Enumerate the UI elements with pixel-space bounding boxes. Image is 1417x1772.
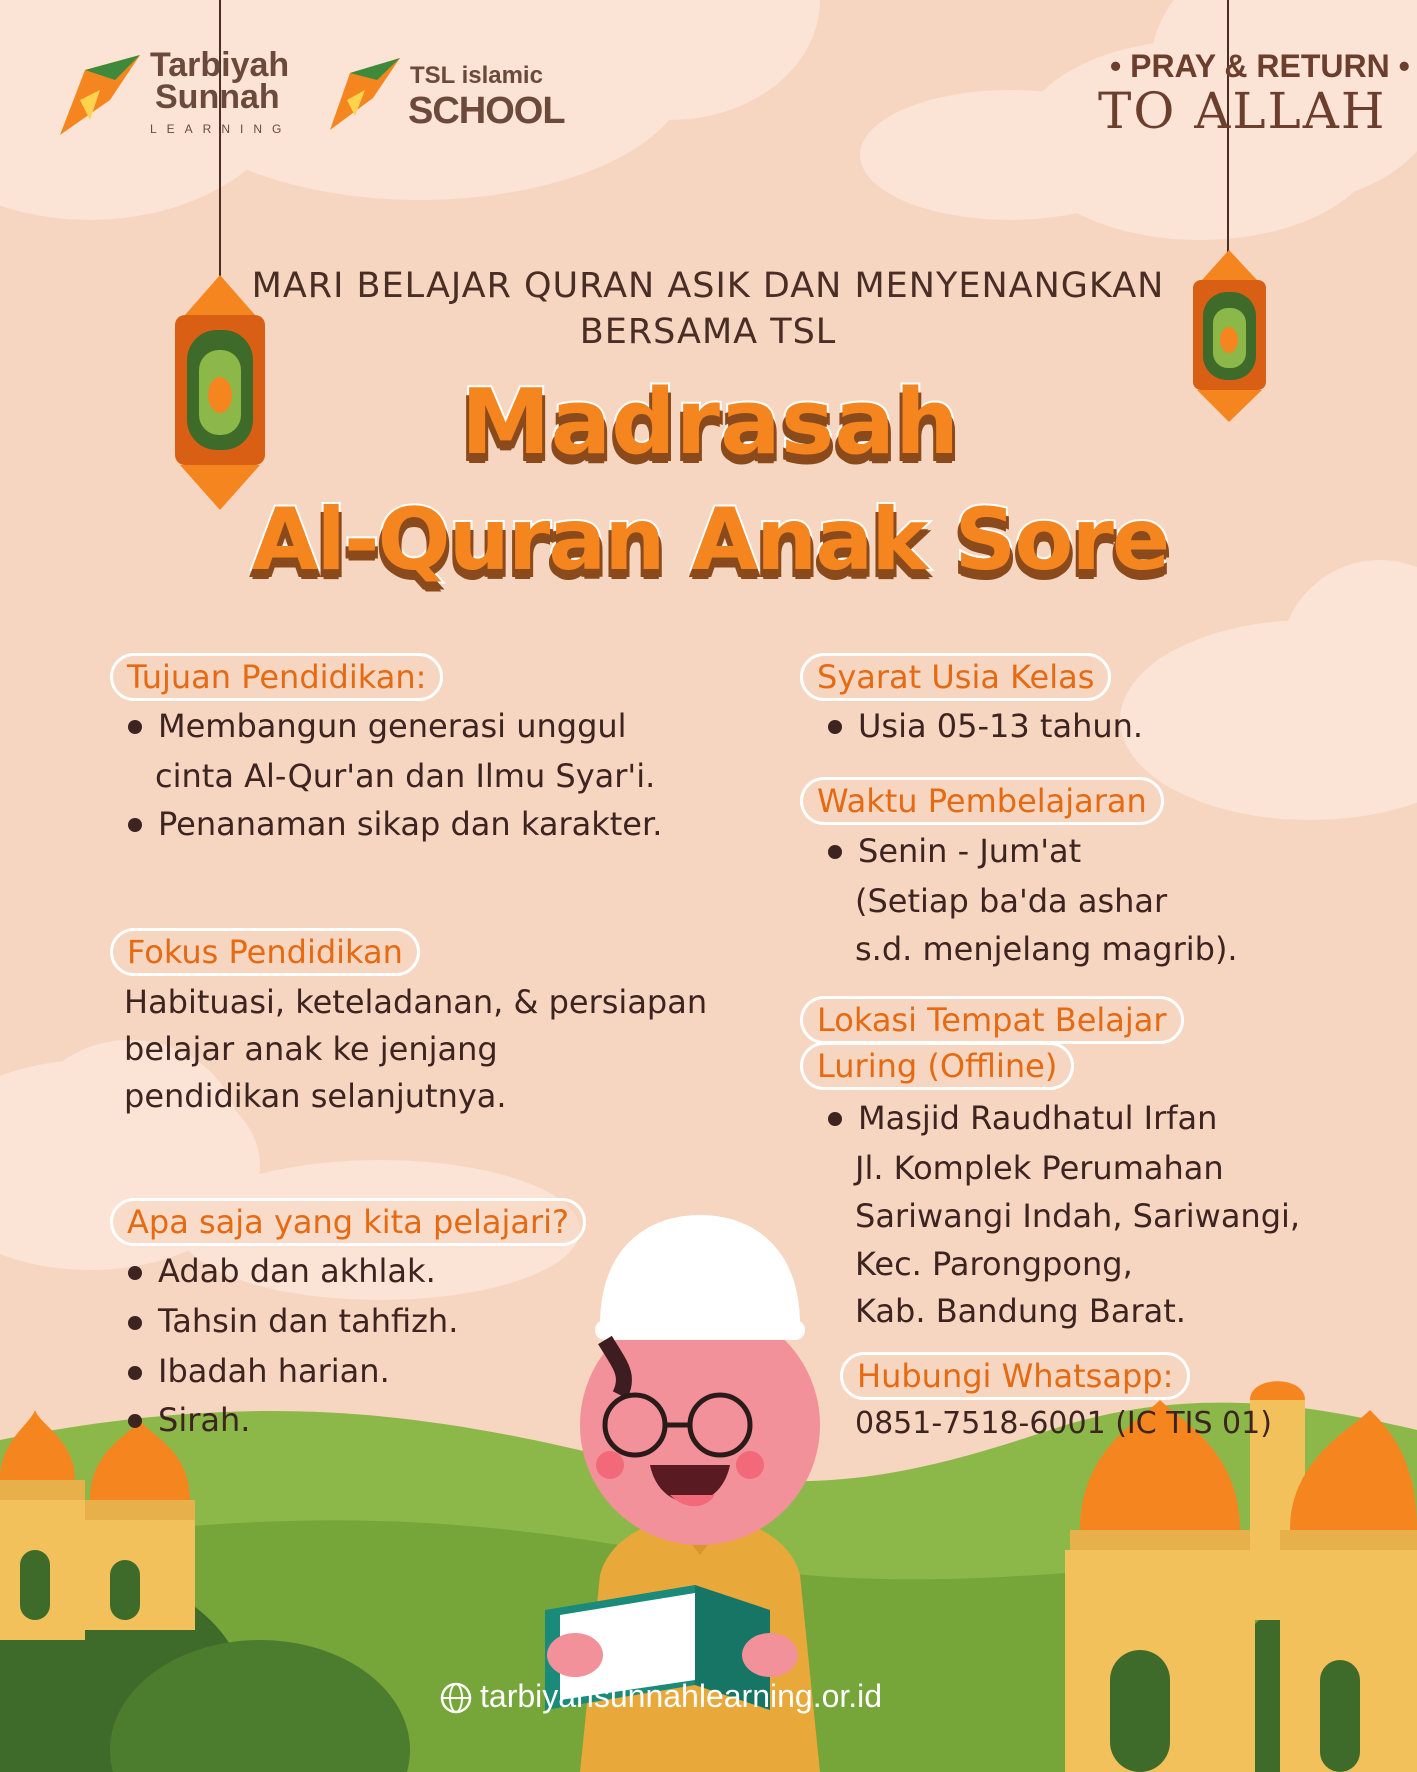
mosque-left (0, 1410, 220, 1640)
pelajari-item: Adab dan akhlak. (158, 1252, 436, 1290)
slogan-line2: TO ALLAH (1098, 82, 1387, 140)
waktu-line3: s.d. menjelang magrib). (855, 930, 1238, 968)
fokus-line2: belajar anak ke jenjang (124, 1030, 498, 1068)
bullet (128, 1414, 142, 1428)
lokasi-line2: Jl. Komplek Perumahan (855, 1149, 1224, 1187)
bullet (128, 720, 142, 734)
tsl-logo-line2: Sunnah (155, 78, 280, 116)
fokus-line1: Habituasi, keteladanan, & persiapan (124, 983, 708, 1021)
lokasi-heading-line1: Lokasi Tempat Belajar (800, 996, 1184, 1044)
tsl-logo-line1: Tarbiyah (150, 46, 290, 84)
website-link[interactable]: tarbiyahsunnahlearning.or.id (480, 1678, 883, 1714)
waktu-heading: Waktu Pembelajaran (800, 777, 1164, 825)
lokasi-heading-line2: Luring (Offline) (800, 1042, 1074, 1090)
slogan-line1: • PRAY & RETURN • (1110, 48, 1410, 84)
waktu-line2: (Setiap ba'da ashar (855, 882, 1168, 920)
bullet (828, 1112, 842, 1126)
fokus-line3: pendidikan selanjutnya. (124, 1077, 507, 1115)
kontak-heading: Hubungi Whatsapp: (840, 1352, 1190, 1400)
waktu-line1: Senin - Jum'at (858, 832, 1082, 870)
tagline-line2: BERSAMA TSL (579, 312, 837, 352)
usia-heading: Syarat Usia Kelas (800, 653, 1111, 701)
tsl-logo-line3: LEARNING (150, 122, 292, 136)
school-logo-line1: TSL islamic (410, 62, 543, 89)
tujuan-item2: Penanaman sikap dan karakter. (158, 805, 663, 843)
pelajari-item: Sirah. (158, 1401, 251, 1439)
tujuan-item1-line2: cinta Al-Qur'an dan Ilmu Syar'i. (155, 757, 656, 795)
bullet (128, 1366, 142, 1380)
pelajari-item: Ibadah harian. (158, 1352, 390, 1390)
bullet (828, 845, 842, 859)
bullet (828, 720, 842, 734)
lantern-rope (219, 0, 221, 280)
lokasi-line1: Masjid Raudhatul Irfan (858, 1099, 1218, 1137)
school-logo-icon (325, 58, 405, 133)
tujuan-heading: Tujuan Pendidikan: (110, 653, 443, 701)
bullet (128, 818, 142, 832)
tsl-logo-icon (55, 55, 145, 140)
school-logo-line2: SCHOOL (408, 90, 565, 132)
usia-item: Usia 05-13 tahun. (858, 707, 1144, 745)
tagline-line1: MARI BELAJAR QURAN ASIK DAN MENYENANGKAN (251, 266, 1165, 306)
lokasi-line5: Kab. Bandung Barat. (855, 1292, 1186, 1330)
fokus-heading: Fokus Pendidikan (110, 928, 420, 976)
pelajari-item: Tahsin dan tahfizh. (158, 1302, 459, 1340)
bullet (128, 1266, 142, 1280)
lokasi-line3: Sariwangi Indah, Sariwangi, (855, 1197, 1301, 1235)
bullet (128, 1316, 142, 1330)
lokasi-line4: Kec. Parongpong, (855, 1245, 1133, 1283)
pelajari-heading: Apa saja yang kita pelajari? (110, 1198, 586, 1246)
title-line2: Al-Quran Anak Sore (251, 490, 1169, 590)
kontak-number[interactable]: 0851-7518-6001 (IC TIS 01) (855, 1406, 1272, 1441)
tujuan-item1-line1: Membangun generasi unggul (158, 707, 627, 745)
title-line1: Madrasah (460, 370, 960, 475)
globe-icon (440, 1682, 472, 1714)
